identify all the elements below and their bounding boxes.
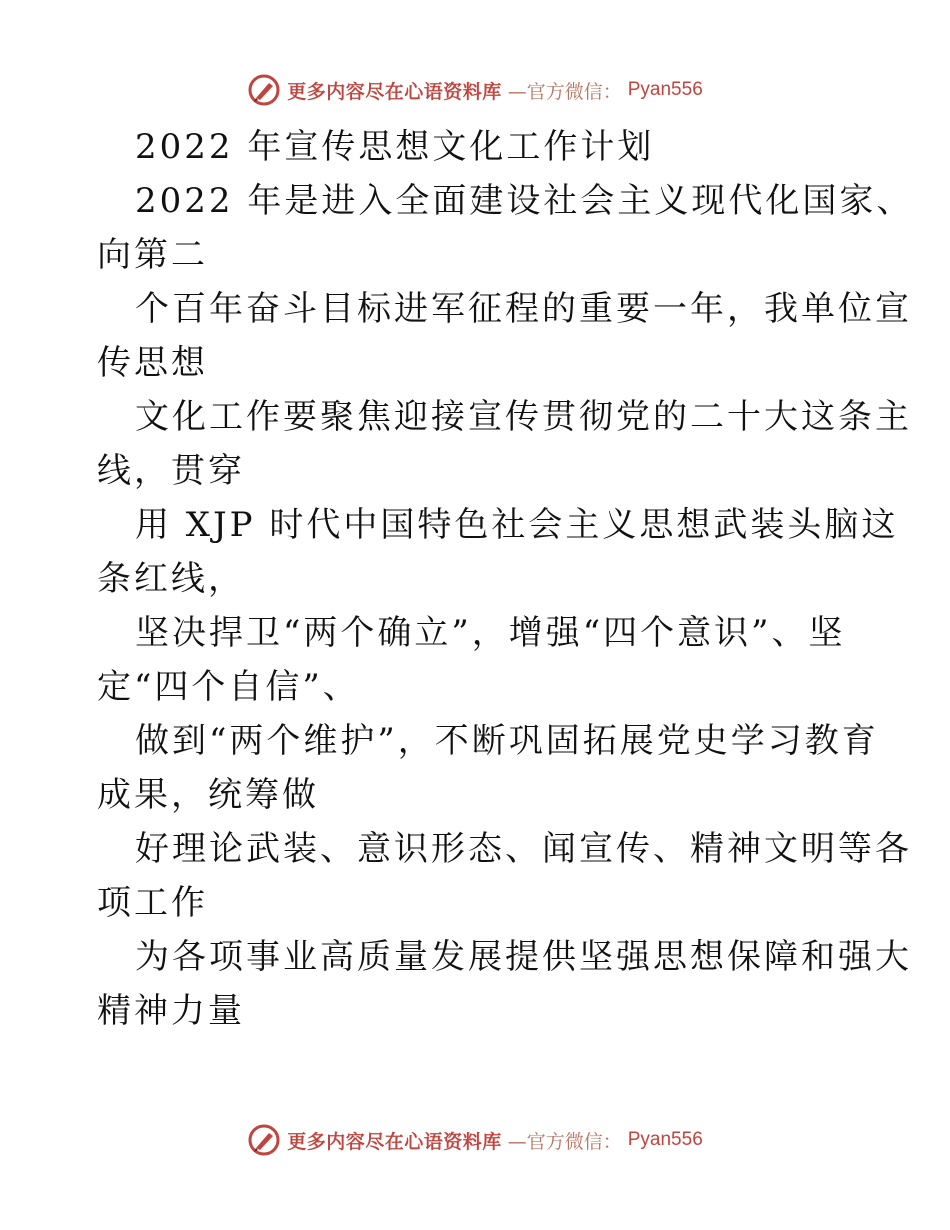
watermark-wechat-id: Pyan556 xyxy=(627,79,703,100)
paragraph-line: 传思想 xyxy=(97,343,208,383)
paragraph-line: 向第二 xyxy=(97,235,208,275)
watermark-separator: —官方微信： xyxy=(507,1130,622,1153)
document-body xyxy=(97,120,914,1038)
paragraph-line: 坚决捍卫“两个确立”，增强“四个意识”、坚 xyxy=(135,613,846,653)
watermark-text: 更多内容尽在心语资料库 xyxy=(287,1130,502,1153)
paragraph-line: 精神力量 xyxy=(97,991,245,1031)
watermark-separator: —官方微信： xyxy=(507,80,622,103)
paragraph-line: 好理论武装、意识形态、闻宣传、精神文明等各 xyxy=(135,829,912,869)
document-title: 2022 年宣传思想文化工作计划 xyxy=(135,127,655,167)
paragraph-line: 用 XJP 时代中国特色社会主义思想武装头脑这 xyxy=(135,505,899,545)
paragraph-line: 成果，统筹做 xyxy=(97,775,319,815)
paragraph-line: 做到“两个维护”，不断巩固拓展党史学习教育 xyxy=(135,721,879,761)
paragraph-line: 线，贯穿 xyxy=(97,451,245,491)
paragraph-line: 条红线， xyxy=(97,559,245,599)
watermark-text: 更多内容尽在心语资料库 xyxy=(287,80,502,103)
footer-watermark xyxy=(0,1120,950,1160)
header-watermark xyxy=(0,70,950,110)
pen-logo-icon xyxy=(247,73,281,107)
watermark-wechat-id: Pyan556 xyxy=(627,1129,703,1150)
paragraph-line: 项工作 xyxy=(97,883,208,923)
paragraph-line: 为各项事业高质量发展提供坚强思想保障和强大 xyxy=(135,937,912,977)
paragraph-line: 文化工作要聚焦迎接宣传贯彻党的二十大这条主 xyxy=(135,397,912,437)
paragraph-line: 定“四个自信”、 xyxy=(97,667,360,707)
paragraph-line: 个百年奋斗目标进军征程的重要一年，我单位宣 xyxy=(135,289,912,329)
pen-logo-icon xyxy=(247,1123,281,1157)
paragraph-line: 2022 年是进入全面建设社会主义现代化国家、 xyxy=(135,181,914,221)
